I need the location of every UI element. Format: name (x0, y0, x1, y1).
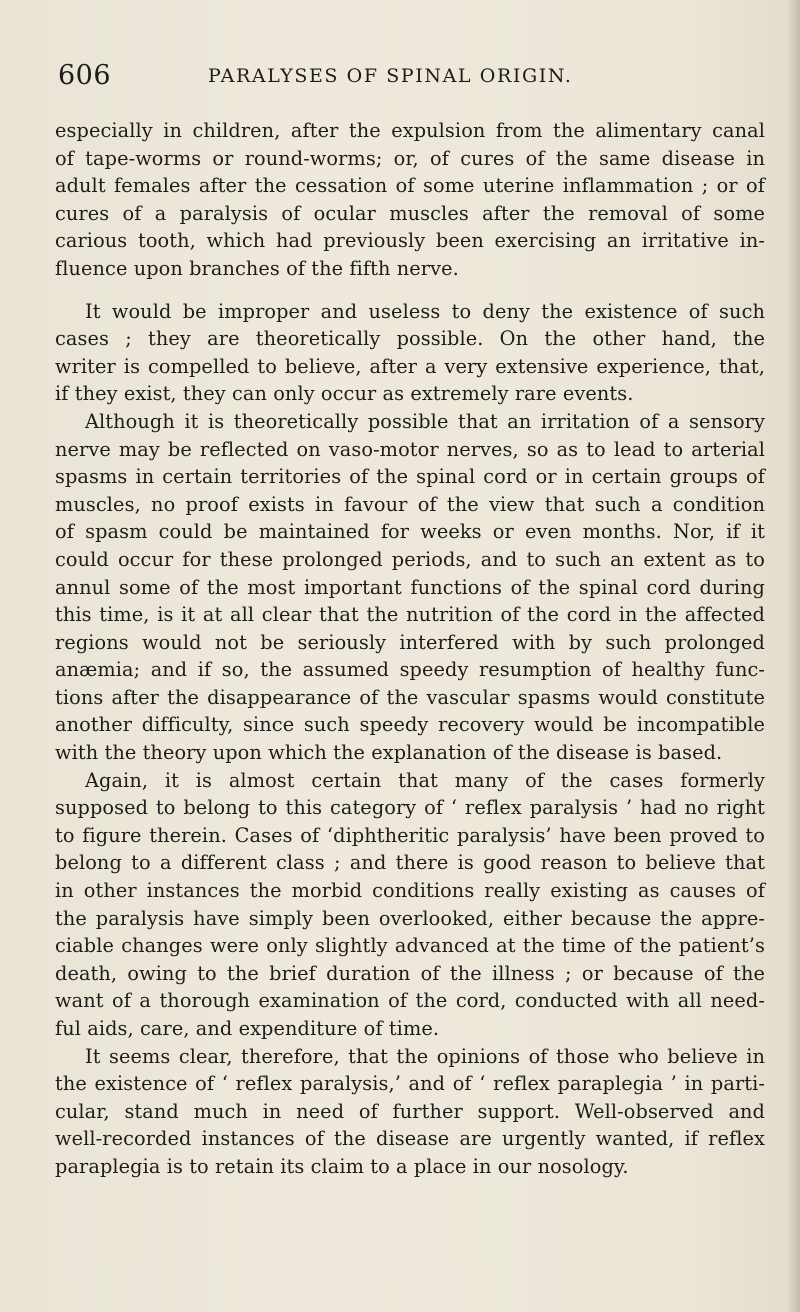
text-line: regions would not be seriously interfered with by such prolonged (55, 630, 765, 654)
text-line: cures of a paralysis of ocular muscles after the removal of some (55, 201, 765, 225)
text-line: especially in children, after the expulsion from the alimentary canal (55, 119, 765, 142)
text-line: could occur for these prolonged periods, and to such an extent as to (55, 547, 765, 571)
text-line: fluence upon branches of the fifth nerve. (55, 256, 459, 280)
text-line: want of a thorough examination of the cord, conducted with all need- (55, 989, 765, 1013)
text-line: adult females after the cessation of some uterine inflammation ; or of (55, 174, 765, 198)
paragraph-3 (55, 408, 765, 767)
text-line: annul some of the most important functions of the spinal cord during (55, 575, 765, 599)
text-line: spasms in certain territories of the spinal cord or in certain groups of (55, 465, 765, 489)
text-line: carious tooth, which had previously been exercising an irritative in- (55, 229, 765, 253)
text-line: another difficulty, since such speedy recovery would be incompatible (55, 713, 765, 737)
text-line: It would be improper and useless to deny the existence of such (85, 299, 765, 323)
paragraph-4 (55, 767, 765, 1043)
paragraph-1 (55, 117, 765, 283)
text-line: Again, it is almost certain that many of the cases formerly (85, 768, 765, 792)
text-line: ciable changes were only slightly advanced at the time of the patient’s (55, 934, 765, 958)
text-line: the paralysis have simply been overlooked, either because the appre- (55, 906, 765, 930)
text-line: if they exist, they can only occur as extremely rare events. (55, 382, 634, 406)
text-line: death, owing to the brief duration of the illness ; or because of the (55, 961, 765, 985)
text-line: with the theory upon which the explanation of the disease is based. (55, 741, 723, 765)
paragraph-5 (55, 1043, 765, 1181)
text-line: It seems clear, therefore, that the opinions of those who believe in (85, 1044, 765, 1068)
paragraph-2 (55, 298, 765, 408)
text-line: paraplegia is to retain its claim to a place in our nosology. (55, 1154, 629, 1178)
page-edge-shadow (786, 0, 800, 1312)
text-line: the existence of ‘ reflex paralysis,’ and of ‘ reflex paraplegia ’ in parti- (55, 1072, 765, 1096)
page-header (58, 60, 758, 90)
text-line: well-recorded instances of the disease are urgently wanted, if reflex (55, 1127, 765, 1151)
text-line: writer is compelled to believe, after a very extensive experience, that, (55, 354, 765, 378)
text-line: nerve may be reflected on vaso-motor nerves, so as to lead to arterial (55, 437, 765, 461)
running-head: PARALYSES OF SPINAL ORIGIN. (208, 65, 573, 87)
text-line: anæmia; and if so, the assumed speedy resumption of healthy func- (55, 658, 765, 682)
text-line: belong to a different class ; and there is good reason to believe that (55, 851, 765, 875)
text-line: this time, is it at all clear that the nutrition of the cord in the affected (55, 603, 765, 627)
text-line: ful aids, care, and expenditure of time. (55, 1017, 440, 1040)
body-text (55, 117, 765, 1181)
text-line: muscles, no proof exists in favour of the view that such a condition (55, 492, 765, 516)
text-line: supposed to belong to this category of ‘ reflex paralysis ’ had no right (55, 796, 765, 820)
text-line: cular, stand much in need of further support. Well-observed and (55, 1099, 765, 1123)
text-line: of spasm could be maintained for weeks or even months. Nor, if it (55, 520, 765, 544)
text-line: cases ; they are theoretically possible. On the other hand, the (55, 327, 765, 351)
text-line: tions after the disappearance of the vascular spasms would constitute (55, 685, 765, 709)
text-line: to figure therein. Cases of ‘diphtheritic paralysis’ have been proved to (55, 823, 765, 847)
page-number: 606 (58, 60, 112, 91)
text-line: in other instances the morbid conditions really existing as causes of (55, 879, 765, 903)
text-line: Although it is theoretically possible that an irritation of a sensory (85, 409, 765, 433)
text-line: of tape-worms or round-worms; or, of cures of the same disease in (55, 146, 765, 170)
